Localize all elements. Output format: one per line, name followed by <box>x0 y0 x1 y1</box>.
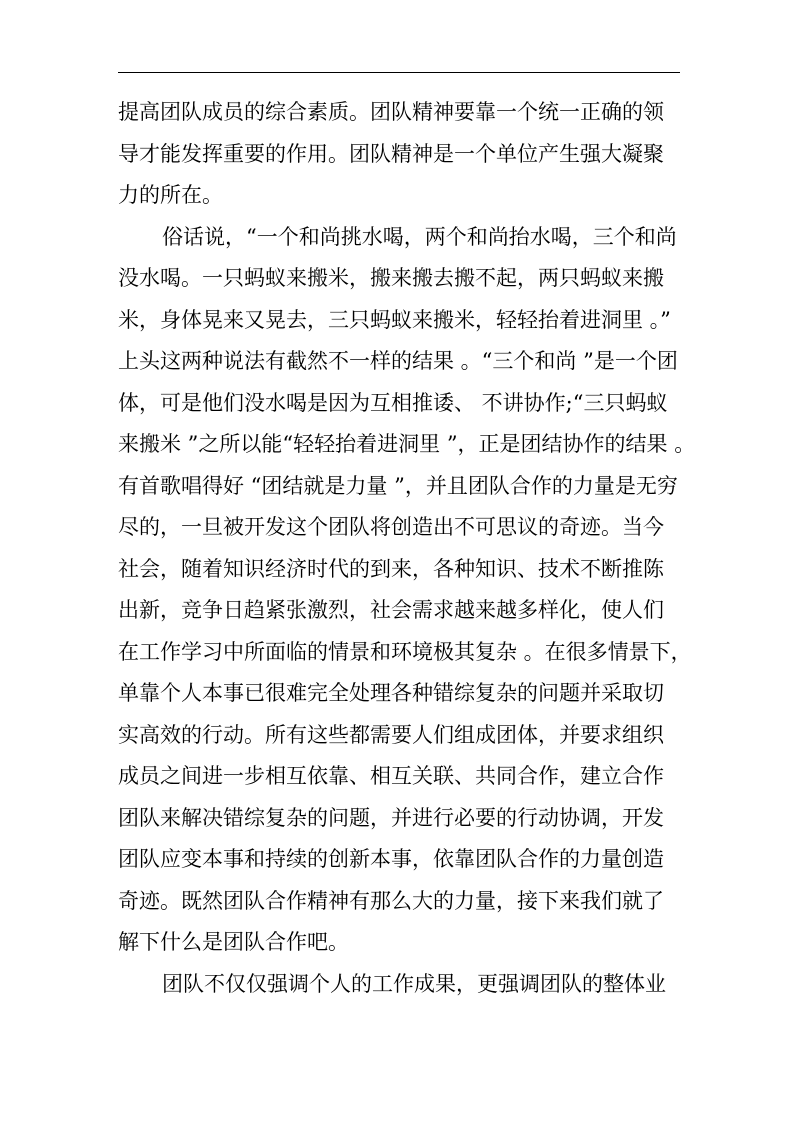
text-line: 力的所在。 <box>118 183 223 207</box>
text-line: 单靠个人本事已很难完全处理各种错综复杂的问题并采取切 <box>118 681 664 705</box>
text-line: 来搬米 ”之所以能“轻轻抬着进洞里 ”，正是团结协作的结果 。 <box>118 432 696 456</box>
text-line: 团队来解决错综复杂的问题，并进行必要的行动协调，开发 <box>118 805 664 830</box>
text-line: 成员之间进一步相互依靠、相互关联、共同合作，建立合作 <box>118 764 664 788</box>
text-line: 尽的，一旦被开发这个团队将创造出不可思议的奇迹。当今 <box>118 515 664 539</box>
text-line: 上头这两种说法有截然不一样的结果 。“三个和尚 ”是一个团 <box>118 349 678 373</box>
text-line: 奇迹。既然团队合作精神有那么大的力量，接下来我们就了 <box>118 888 664 913</box>
paragraph-first-line: 团队不仅仅强调个人的工作成果，更强调团队的整体业 <box>162 971 666 996</box>
text-line: 体，可是他们没水喝是因为互相推诿、 不讲协作;“三只蚂蚁 <box>118 390 668 415</box>
text-line: 米，身体晃来又晃去，三只蚂蚁来搬米，轻轻抬着进洞里 。” <box>118 307 671 332</box>
text-line: 有首歌唱得好 “团结就是力量 ”，并且团队合作的力量是无穷 <box>118 473 678 498</box>
body-text <box>118 92 698 1005</box>
header-rule <box>118 72 680 73</box>
text-line: 实高效的行动。所有这些都需要人们组成团体，并要求组织 <box>118 722 664 747</box>
text-line: 团队应变本事和持续的创新本事，依靠团队合作的力量创造 <box>118 847 664 871</box>
text-line: 在工作学习中所面临的情景和环境极其复杂 。在很多情景下， <box>118 639 692 664</box>
text-line: 社会，随着知识经济时代的到来，各种知识、技术不断推陈 <box>118 556 664 581</box>
text-line: 解下什么是团队合作吧。 <box>118 930 349 954</box>
text-line: 出新，竞争日趋紧张激烈，社会需求越来越多样化，使人们 <box>118 598 664 622</box>
paragraph-first-line: 俗话说，“一个和尚挑水喝，两个和尚抬水喝，三个和尚 <box>162 224 677 249</box>
text-line: 没水喝。一只蚂蚁来搬米，搬来搬去搬不起，两只蚂蚁来搬 <box>118 266 664 290</box>
text-line: 提高团队成员的综合素质。团队精神要靠一个统一正确的领 <box>118 100 664 124</box>
text-line: 导才能发挥重要的作用。团队精神是一个单位产生强大凝聚 <box>118 141 664 166</box>
